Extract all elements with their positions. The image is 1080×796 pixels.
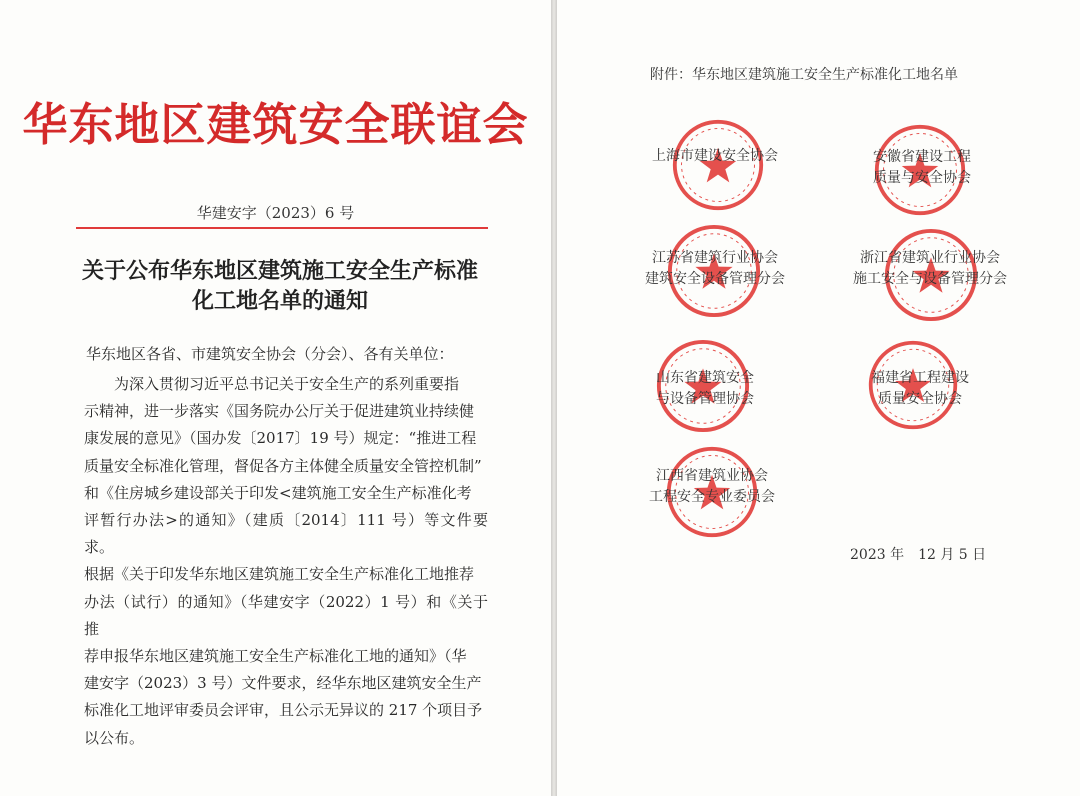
org-name-line: 安徽省建设工程 bbox=[873, 149, 971, 165]
body-line: 康发展的意见》（国办发〔2017〕19 号）规定：“推进工程 bbox=[84, 429, 477, 448]
body-line: 和《住房城乡建设部关于印发<建筑施工安全生产标准化考 bbox=[84, 483, 472, 502]
notice-title-line: 关于公布华东地区建筑施工安全生产标准 bbox=[81, 258, 478, 284]
org-shandong bbox=[605, 368, 805, 410]
org-name-line: 山东省建筑安全 bbox=[656, 370, 754, 386]
body-line: 评暂行办法>的通知》（建质〔2014〕111 号）等文件要求。 bbox=[84, 511, 488, 557]
issue-date: 2023 年 12 月 5 日 bbox=[850, 547, 987, 563]
attachment-line: 附件：华东地区建筑施工安全生产标准化工地名单 bbox=[650, 67, 958, 83]
org-name-line: 工程安全专业委员会 bbox=[649, 489, 775, 505]
body-line: 建安字（2023）3 号）文件要求，经华东地区建筑安全生产 bbox=[84, 674, 482, 693]
addressee: 华东地区各省、市建筑安全协会（分会）、各有关单位： bbox=[86, 345, 454, 363]
notice-body bbox=[84, 371, 488, 752]
org-name-line: 上海市建设安全协会 bbox=[652, 148, 778, 164]
body-line: 示精神，进一步落实《国务院办公厅关于促进建筑业持续健 bbox=[84, 402, 475, 421]
document-number: 华建安字（2023）6 号 bbox=[196, 204, 355, 222]
notice-title bbox=[60, 256, 500, 316]
org-name-line: 江苏省建筑行业协会 bbox=[652, 250, 778, 266]
org-name-line: 质量与安全协会 bbox=[873, 170, 971, 186]
body-line: 为深入贯彻习近平总书记关于安全生产的系列重要指 bbox=[84, 375, 460, 393]
org-jiangsu bbox=[615, 248, 815, 290]
org-name-line: 浙江省建筑业行业协会 bbox=[860, 250, 1000, 266]
body-line: 质量安全标准化管理，督促各方主体健全质量安全管控机制” bbox=[84, 456, 482, 475]
org-anhui bbox=[822, 147, 1022, 189]
body-line: 标准化工地评审委员会评审，且公示无异议的 217 个项目予 bbox=[84, 701, 483, 720]
body-line: 以公布。 bbox=[84, 728, 145, 747]
org-name-line: 福建省工程建设 bbox=[871, 370, 969, 386]
org-fujian bbox=[820, 368, 1020, 410]
org-shanghai bbox=[615, 146, 815, 167]
org-name-line: 质量安全协会 bbox=[878, 391, 962, 407]
body-line: 荐申报华东地区建筑施工安全生产标准化工地的通知》（华 bbox=[84, 647, 467, 666]
letterhead-title: 华东地区建筑安全联谊会 bbox=[22, 98, 529, 151]
org-name-line: 建筑安全设备管理分会 bbox=[645, 271, 785, 287]
org-zhejiang bbox=[830, 248, 1030, 290]
org-jiangxi bbox=[612, 466, 812, 508]
body-line: 办法（试行）的通知》（华建安字（2022）1 号）和《关于推 bbox=[84, 592, 488, 638]
body-line: 根据《关于印发华东地区建筑施工安全生产标准化工地推荐 bbox=[84, 565, 475, 584]
header-divider bbox=[76, 227, 488, 229]
org-name-line: 与设备管理协会 bbox=[656, 391, 754, 407]
org-name-line: 施工安全与设备管理分会 bbox=[853, 271, 1007, 287]
org-name-line: 江西省建筑业协会 bbox=[656, 468, 768, 484]
notice-title-line: 化工地名单的通知 bbox=[191, 288, 368, 314]
